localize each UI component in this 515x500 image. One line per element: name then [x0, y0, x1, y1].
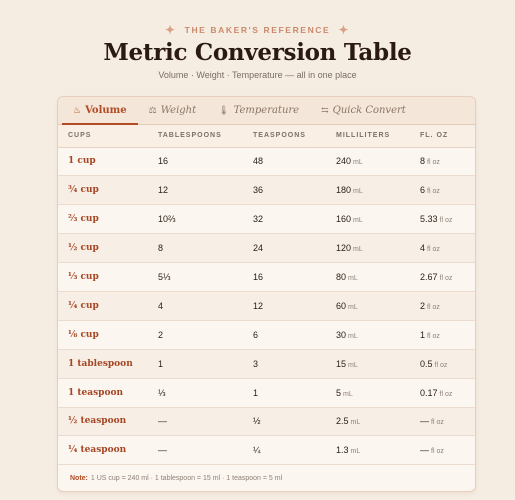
sparkle-icon: ✦: [338, 23, 350, 37]
unit-label: mL: [353, 159, 363, 167]
tablespoons-cell: [148, 349, 243, 378]
fl-oz-cell: [410, 407, 475, 436]
tab-quick-convert[interactable]: [310, 97, 417, 124]
unit-label: fl oz: [439, 217, 453, 225]
column-header-fl-oz: FL. OZ: [410, 125, 475, 147]
fl-oz-cell: [410, 205, 475, 234]
tablespoons-cell: [148, 147, 243, 176]
tablespoons-cell-value: 4: [158, 300, 164, 311]
teaspoons-cell: [243, 436, 326, 465]
milliliters-cell: [326, 436, 410, 465]
teaspoons-cell: [243, 407, 326, 436]
milliliters-cell-value: 15: [336, 358, 347, 369]
unit-label: mL: [343, 390, 353, 398]
tab-label: Weight: [160, 105, 197, 116]
milliliters-cell-value: 180: [336, 185, 352, 196]
tablespoons-cell-value: 16: [158, 156, 169, 167]
teaspoons-cell-value: 1: [253, 387, 259, 398]
teaspoons-cell: [243, 234, 326, 263]
footnote: [58, 465, 475, 492]
eyebrow: [0, 24, 515, 36]
table-row: [58, 147, 475, 176]
cups-cell-value: ½ cup: [68, 243, 99, 254]
column-header-teaspoons: TEASPOONS: [243, 125, 326, 147]
fl-oz-cell-value: 5.33: [420, 214, 438, 225]
milliliters-cell: [326, 378, 410, 407]
measuring-cup-icon: ♨: [73, 105, 82, 116]
cups-cell-value: ¼ teaspoon: [68, 445, 127, 456]
cups-cell-value: ¾ cup: [68, 185, 99, 196]
tablespoons-cell: [148, 436, 243, 465]
table-row: [58, 205, 475, 234]
milliliters-cell-value: 80: [336, 272, 347, 282]
note-text: 1 US cup = 240 ml · 1 tablespoon = 15 ml · 1 teaspoon = 5 ml: [90, 475, 283, 483]
unit-label: fl oz: [427, 332, 440, 340]
page-subtitle: Volume · Weight · Temperature — all in one place: [158, 70, 357, 80]
cups-cell: [58, 378, 148, 407]
milliliters-cell: [326, 263, 410, 292]
tablespoons-cell: [148, 291, 243, 320]
teaspoons-cell: [243, 176, 326, 205]
tab-weight[interactable]: [138, 97, 208, 124]
teaspoons-cell-value: 16: [253, 272, 264, 282]
table-header-row: [58, 125, 475, 147]
unit-label: mL: [350, 448, 361, 456]
cups-cell-value: ⅛ cup: [68, 329, 99, 340]
cups-cell-value: 1 tablespoon: [68, 358, 133, 369]
unit-label: fl oz: [427, 303, 440, 311]
unit-label: fl oz: [427, 188, 440, 196]
milliliters-cell-value: 5: [336, 387, 342, 398]
cups-cell-value: ⅓ cup: [68, 272, 99, 282]
note-label: Note:: [70, 475, 88, 483]
fl-oz-cell-value: 1: [420, 329, 426, 340]
table-row: [58, 320, 475, 349]
unit-label: fl oz: [431, 448, 444, 456]
milliliters-cell: [326, 176, 410, 205]
column-header-cups: CUPS: [58, 125, 148, 147]
tablespoons-cell-value: 12: [158, 185, 169, 196]
cups-cell-value: 1 teaspoon: [68, 387, 124, 398]
tablespoons-cell-value: 1: [158, 358, 164, 369]
unit-label: mL: [350, 419, 361, 427]
eyebrow-text: THE BAKER'S REFERENCE: [184, 25, 331, 35]
unit-label: fl oz: [439, 275, 453, 282]
teaspoons-cell-value: 36: [253, 185, 264, 196]
tablespoons-cell: [148, 205, 243, 234]
tab-temperature[interactable]: [207, 97, 310, 124]
cups-cell: [58, 147, 148, 176]
unit-label: mL: [348, 275, 358, 282]
fl-oz-cell: [410, 436, 475, 465]
fl-oz-cell: [410, 234, 475, 263]
fl-oz-cell-value: 0.17: [420, 387, 438, 398]
unit-label: mL: [348, 361, 358, 369]
fl-oz-cell-value: 8: [420, 156, 426, 167]
tablespoons-cell-value: 10⅔: [158, 214, 176, 225]
tablespoons-cell: [148, 176, 243, 205]
table-row: [58, 378, 475, 407]
fl-oz-cell-value: 0.5: [420, 358, 433, 369]
teaspoons-cell-value: 24: [253, 243, 264, 254]
fl-oz-cell-value: 4: [420, 243, 426, 254]
tablespoons-cell: [148, 234, 243, 263]
unit-label: fl oz: [427, 246, 440, 254]
tablespoons-cell-value: 8: [158, 243, 164, 254]
cups-cell: [58, 436, 148, 465]
cups-cell-value: 1 cup: [68, 156, 96, 167]
unit-label: mL: [353, 188, 363, 196]
fl-oz-cell: [410, 378, 475, 407]
tab-label: Temperature: [233, 105, 300, 116]
tablespoons-cell-value: 5⅓: [158, 272, 171, 282]
teaspoons-cell-value: 12: [253, 300, 264, 311]
milliliters-cell: [326, 349, 410, 378]
tablespoons-cell: [148, 407, 243, 436]
teaspoons-cell-value: 32: [253, 214, 264, 225]
cups-cell-value: ⅔ cup: [68, 214, 99, 225]
teaspoons-cell-value: ½: [253, 416, 261, 427]
milliliters-cell: [326, 205, 410, 234]
unit-label: fl oz: [434, 361, 448, 369]
milliliters-cell: [326, 320, 410, 349]
milliliters-cell-value: 1.3: [336, 445, 349, 456]
cups-cell: [58, 263, 148, 292]
teaspoons-cell: [243, 378, 326, 407]
tab-bar: [58, 97, 475, 125]
tab-label: Quick Convert: [332, 105, 406, 116]
teaspoons-cell: [243, 291, 326, 320]
fl-oz-cell: [410, 147, 475, 176]
table-row: [58, 234, 475, 263]
unit-label: fl oz: [431, 419, 444, 427]
teaspoons-cell-value: 48: [253, 156, 264, 167]
cups-cell-value: ¼ cup: [68, 300, 99, 311]
unit-label: fl oz: [439, 390, 453, 398]
table-row: [58, 407, 475, 436]
teaspoons-cell: [243, 263, 326, 292]
teaspoons-cell: [243, 147, 326, 176]
tablespoons-cell-value: ⅓: [158, 387, 166, 398]
fl-oz-cell: [410, 320, 475, 349]
cups-cell: [58, 291, 148, 320]
table-row: [58, 349, 475, 378]
fl-oz-cell: [410, 263, 475, 292]
unit-label: mL: [353, 217, 363, 225]
milliliters-cell: [326, 234, 410, 263]
fl-oz-cell-value: —: [420, 445, 429, 456]
fl-oz-cell: [410, 349, 475, 378]
tablespoons-cell-value: 2: [158, 329, 164, 340]
cups-cell: [58, 205, 148, 234]
fl-oz-cell-value: —: [420, 416, 429, 427]
teaspoons-cell: [243, 320, 326, 349]
conversion-card: [57, 96, 476, 492]
scale-icon: ⚖: [148, 105, 157, 116]
unit-label: mL: [353, 246, 363, 254]
unit-label: fl oz: [427, 159, 440, 167]
cups-cell: [58, 407, 148, 436]
tablespoons-cell: [148, 263, 243, 292]
unit-label: mL: [348, 332, 358, 340]
fl-oz-cell: [410, 176, 475, 205]
milliliters-cell-value: 240: [336, 156, 352, 167]
page-title: Metric Conversion Table: [103, 39, 412, 66]
tablespoons-cell-value: —: [158, 416, 167, 427]
table-row: [58, 176, 475, 205]
milliliters-cell: [326, 407, 410, 436]
table-row: [58, 291, 475, 320]
milliliters-cell: [326, 291, 410, 320]
teaspoons-cell-value: ¼: [253, 445, 261, 456]
tablespoons-cell: [148, 378, 243, 407]
cups-cell: [58, 349, 148, 378]
cups-cell-value: ½ teaspoon: [68, 416, 127, 427]
sparkle-icon: ✦: [165, 23, 177, 37]
milliliters-cell-value: 160: [336, 214, 352, 225]
column-header-tablespoons: TABLESPOONS: [148, 125, 243, 147]
milliliters-cell-value: 60: [336, 300, 347, 311]
teaspoons-cell-value: 3: [253, 358, 259, 369]
fl-oz-cell: [410, 291, 475, 320]
milliliters-cell-value: 30: [336, 329, 347, 340]
fl-oz-cell-value: 2.67: [420, 272, 438, 282]
tablespoons-cell: [148, 320, 243, 349]
cups-cell: [58, 320, 148, 349]
unit-label: mL: [348, 303, 358, 311]
conversion-table: [58, 125, 475, 465]
tablespoons-cell-value: —: [158, 445, 167, 456]
column-header-milliliters: MILLILITERS: [326, 125, 410, 147]
table-row: [58, 263, 475, 292]
milliliters-cell-value: 120: [336, 243, 352, 254]
teaspoons-cell-value: 6: [253, 329, 259, 340]
cups-cell: [58, 176, 148, 205]
tab-label: Volume: [85, 105, 127, 116]
table-row: [58, 436, 475, 465]
milliliters-cell-value: 2.5: [336, 416, 349, 427]
teaspoons-cell: [243, 205, 326, 234]
fl-oz-cell-value: 6: [420, 185, 426, 196]
tab-volume[interactable]: [62, 97, 138, 124]
teaspoons-cell: [243, 349, 326, 378]
thermometer-icon: 🌡: [218, 105, 230, 116]
fl-oz-cell-value: 2: [420, 300, 426, 311]
cups-cell: [58, 234, 148, 263]
milliliters-cell: [326, 147, 410, 176]
swap-arrows-icon: ⇆: [321, 105, 329, 116]
